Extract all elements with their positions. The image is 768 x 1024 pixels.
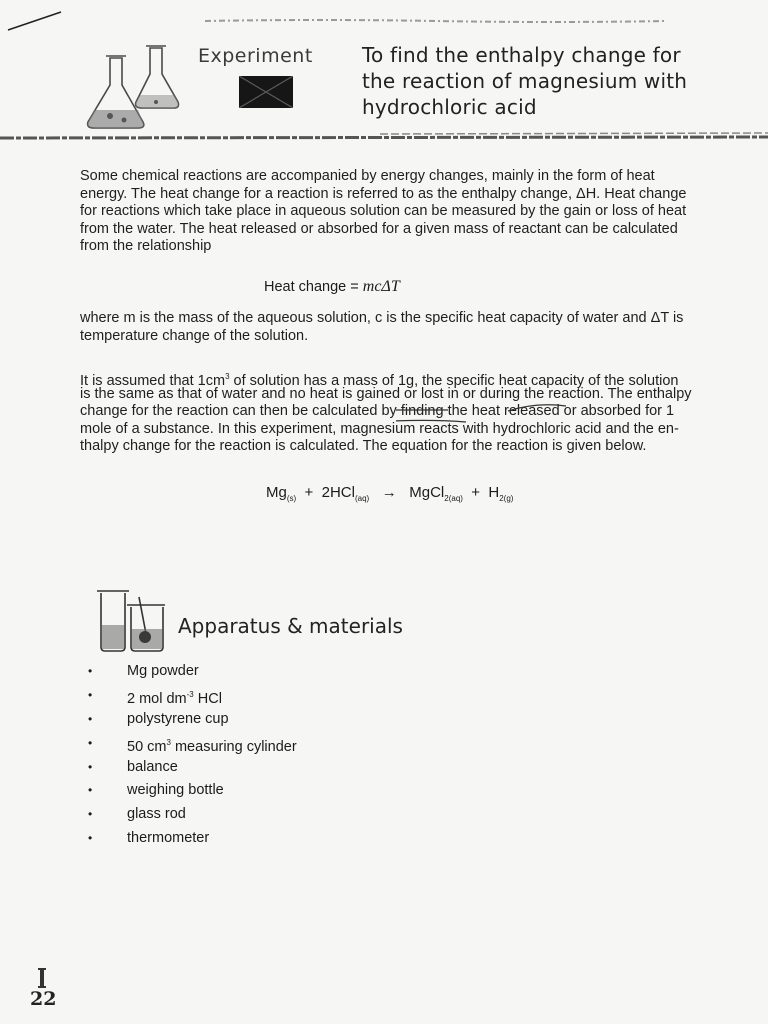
intro-line: from the relationship (80, 238, 212, 254)
assumption-line: It is assumed that $1cm^3$ of solution has a mass of 1g, the specific heat capacity of the solution (80, 372, 679, 389)
top-decorative-rule (205, 18, 665, 24)
assumption-line: is the same as that of water and no heat is gained or lost in or during the reaction. The enthalpy (80, 385, 692, 402)
where-line: temperature change of the solution. (80, 327, 309, 344)
where-line: where m is the mass of the aqueous solution, c is the specific heat capacity of water and ΔT is (80, 310, 684, 326)
intro-paragraph (80, 168, 768, 256)
assumption-line: thalpy change for the reaction is calculated. The equation for the reaction is given below. (80, 438, 647, 454)
experiment-number-box (239, 76, 293, 108)
beaker-illustration-icon (95, 585, 167, 653)
intro-line: energy. The heat change for a reaction is referred to as the enthalpy change, ΔH. Heat change (80, 185, 687, 202)
reaction-equation: $Mg_{(s)} + 2HCl_{(aq)}$ → MgCl$_{2(aq)}$ + $H_{2(g)}$ (266, 484, 514, 503)
experiment-label: Experiment (198, 45, 313, 67)
title-line-2: the reaction of magnesium with (362, 69, 688, 93)
page-number: 22 (30, 988, 57, 1010)
title-line-3: hydrochloric acid (362, 95, 537, 119)
experiment-title (362, 42, 762, 120)
apparatus-heading: Apparatus & materials (178, 614, 403, 638)
header-divider-rule (0, 132, 768, 144)
heat-change-equation (264, 278, 400, 296)
intro-line: Some chemical reactions are accompanied by energy changes, mainly in the form of heat (80, 168, 655, 184)
pen-stroke-mark (6, 6, 66, 36)
assumption-line: mole of a substance. In this experiment, magnesium reacts with hydrochloric acid and the en- (80, 420, 679, 437)
flask-illustration-icon (80, 40, 190, 135)
title-line-1: To find the enthalpy change for (362, 43, 681, 67)
where-paragraph (80, 310, 768, 345)
equation-right: mcΔT (362, 278, 400, 295)
intro-line: from the water. The heat released or absorbed for a given mass of reactant can be calculated (80, 220, 678, 237)
assumption-line: change for the reaction can then be calculated by finding the heat released or absorbed for 1 (80, 403, 675, 419)
page-marker-icon (38, 968, 46, 988)
handwritten-underline-mark (396, 398, 586, 428)
reaction-arrow-icon: → (381, 484, 397, 501)
intro-line: for reactions which take place in aqueous solution can be measured by the gain or loss of heat (80, 203, 687, 219)
equation-left: Heat change = (264, 279, 359, 295)
